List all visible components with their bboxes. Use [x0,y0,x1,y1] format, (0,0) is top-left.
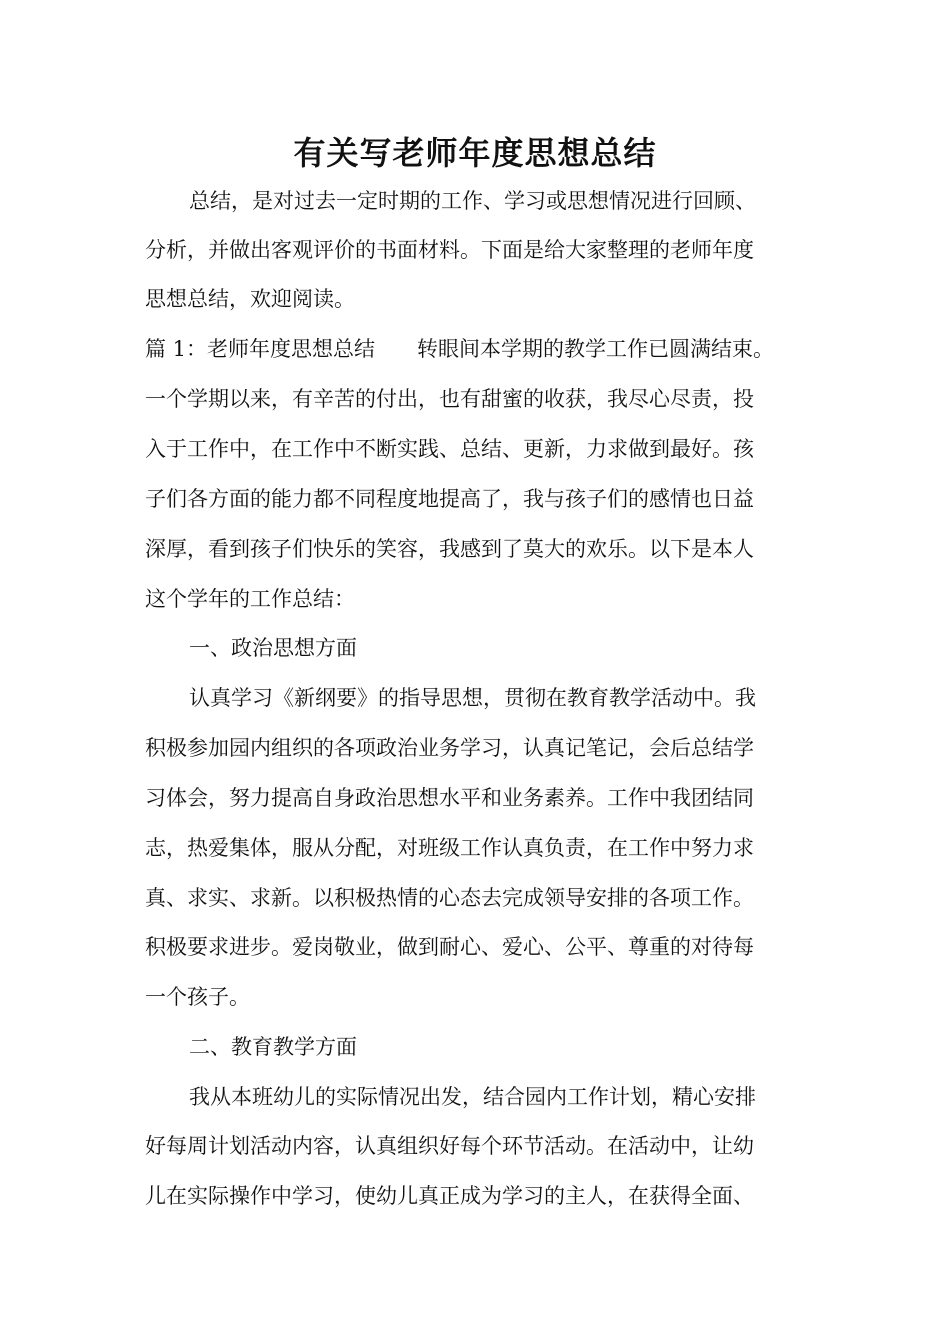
paragraph-line: 积极要求进步。爱岗敬业，做到耐心、爱心、公平、尊重的对待每 [145,935,754,959]
paragraph-line: 积极参加园内组织的各项政治业务学习，认真记笔记，会后总结学 [145,736,754,760]
paragraph-line: 分析，并做出客观评价的书面材料。下面是给大家整理的老师年度 [145,238,754,262]
paragraph-line: 好每周计划活动内容，认真组织好每个环节活动。在活动中，让幼 [145,1134,754,1158]
paragraph-line: 习体会，努力提高自身政治思想水平和业务素养。工作中我团结同 [145,786,754,810]
paragraph-line: 我从本班幼儿的实际情况出发，结合园内工作计划，精心安排 [189,1085,756,1109]
paragraph-line: 这个学年的工作总结： [145,587,355,611]
subheading-line: 二、教育教学方面 [189,1035,357,1059]
paragraph-line: 儿在实际操作中学习，使幼儿真正成为学习的主人，在获得全面、 [145,1184,754,1208]
paragraph-line: 一个孩子。 [145,985,250,1009]
paragraph-line: 认真学习《新纲要》的指导思想，贯彻在教育教学活动中。我 [189,686,756,710]
paragraph-line: 总结，是对过去一定时期的工作、学习或思想情况进行回顾、 [189,189,756,213]
paragraph-line: 一个学期以来，有辛苦的付出，也有甜蜜的收获，我尽心尽责，投 [145,387,754,411]
paragraph-line: 子们各方面的能力都不同程度地提高了，我与孩子们的感情也日益 [145,487,754,511]
paragraph-line: 思想总结，欢迎阅读。 [145,287,355,311]
paragraph-line: 入于工作中，在工作中不断实践、总结、更新，力求做到最好。孩 [145,437,754,461]
paragraph-line: 志，热爱集体，服从分配，对班级工作认真负责，在工作中努力求 [145,836,754,860]
paragraph-line: 深厚，看到孩子们快乐的笑容，我感到了莫大的欢乐。以下是本人 [145,537,754,561]
subheading-line: 一、政治思想方面 [189,636,357,660]
paragraph-line: 真、求实、求新。以积极热情的心态去完成领导安排的各项工作。 [145,886,754,910]
section-heading-line: 篇 1：老师年度思想总结 转眼间本学期的教学工作已圆满结束。 [145,337,775,361]
document-title: 有关写老师年度思想总结 [293,134,657,172]
